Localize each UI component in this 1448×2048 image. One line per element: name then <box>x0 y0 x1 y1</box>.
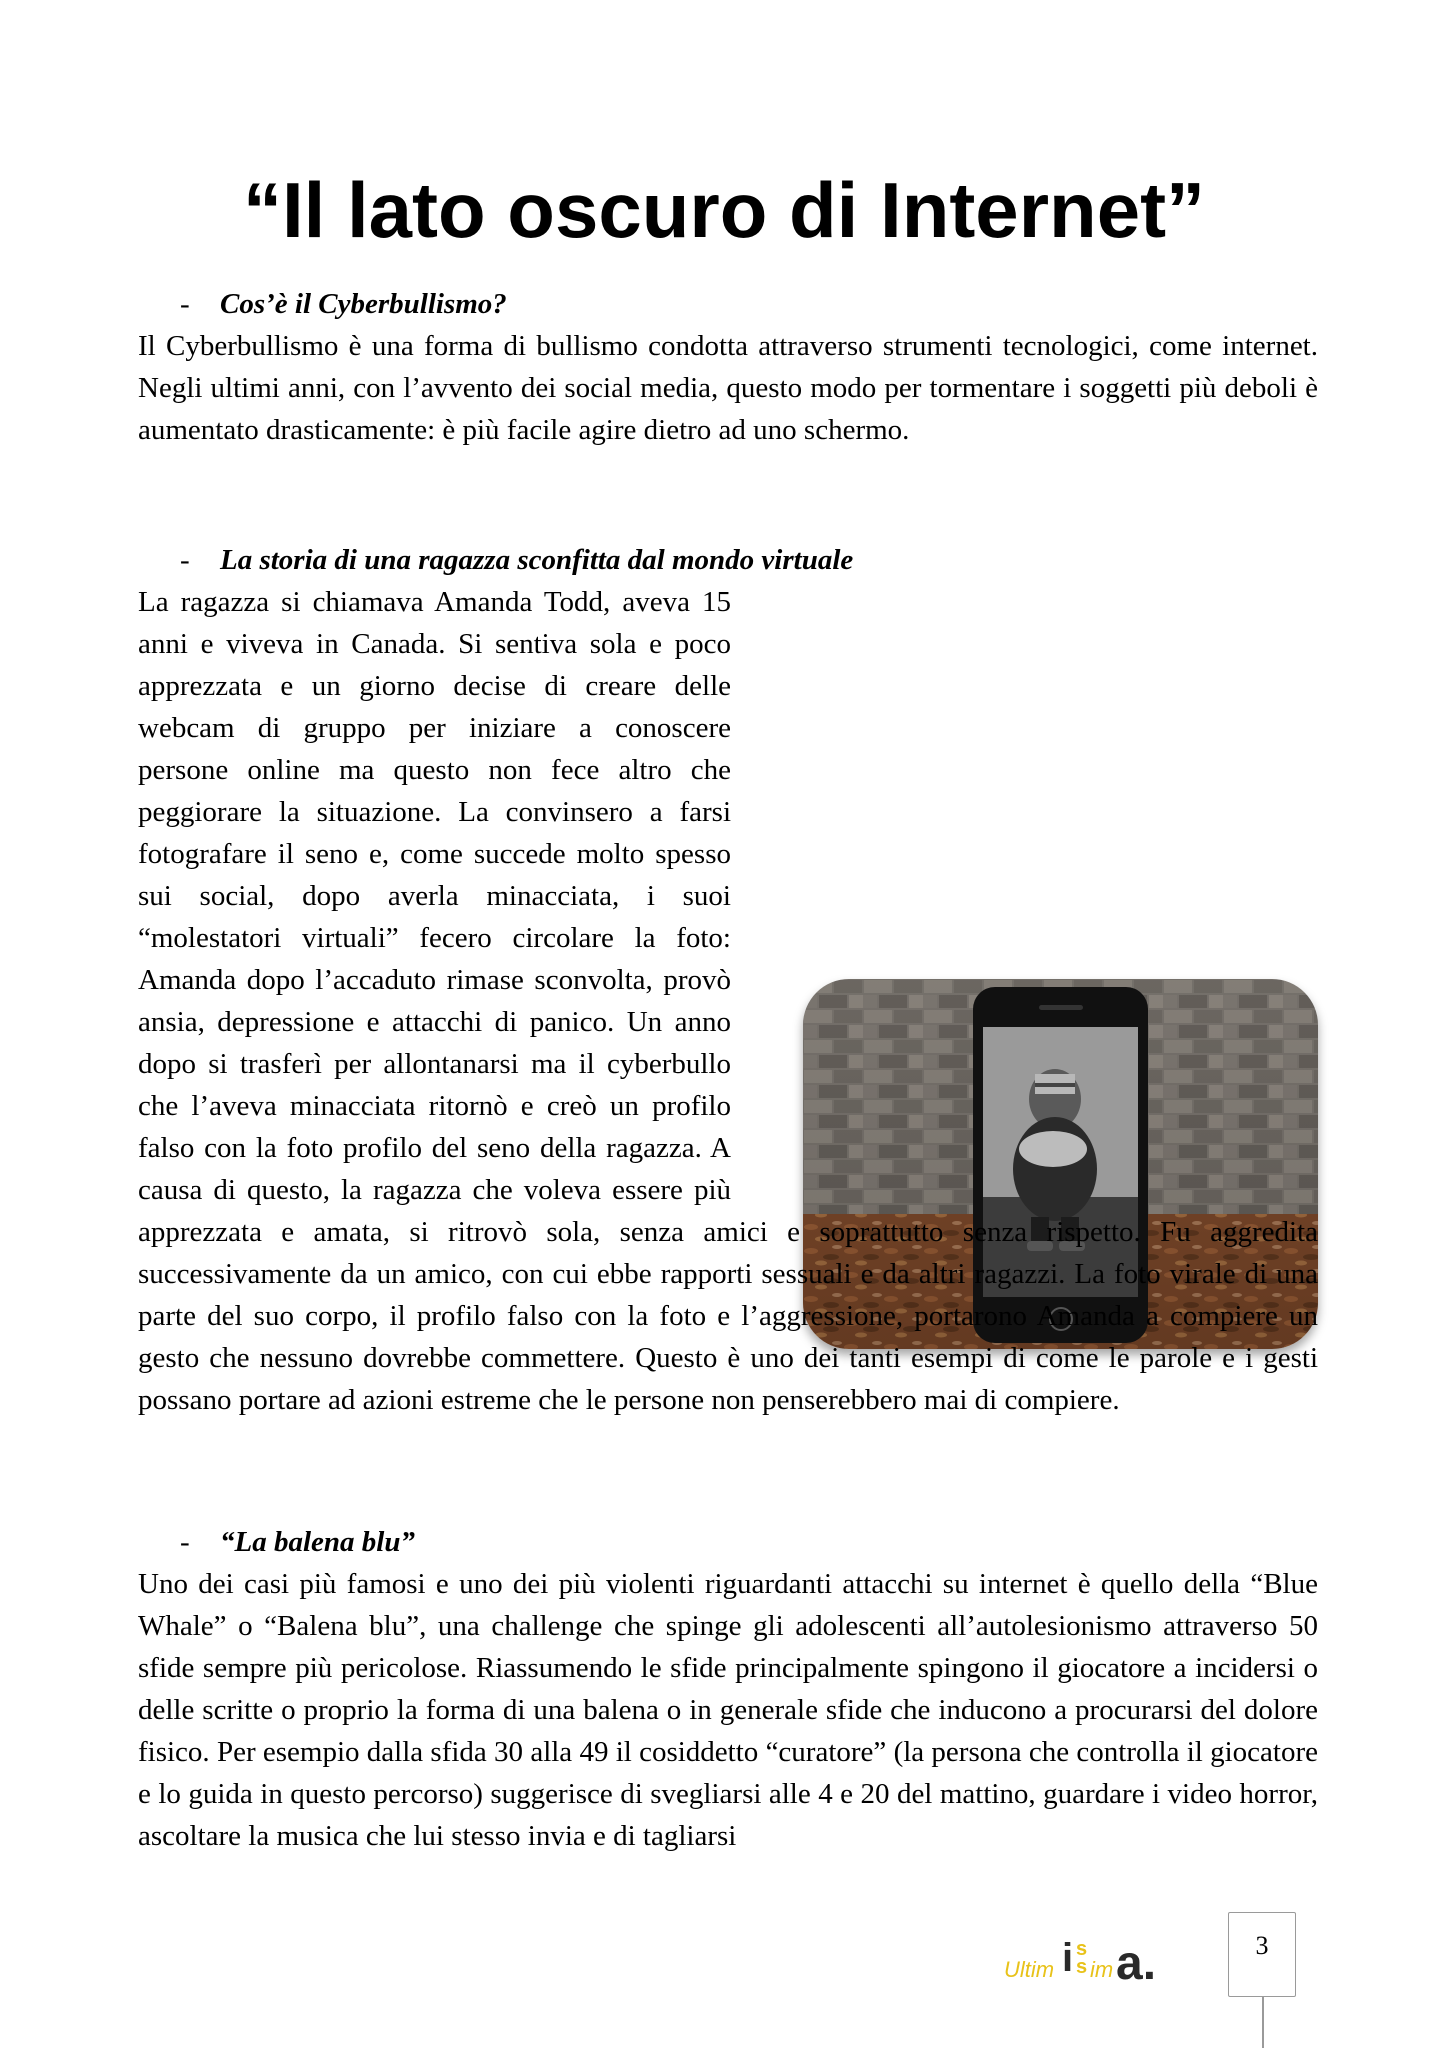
section-amanda-body-container <box>138 581 1318 1421</box>
heading-dash: - <box>180 544 190 576</box>
logo-text-im: im <box>1090 1957 1114 1982</box>
section-balena-blu <box>138 1521 1318 1857</box>
heading-text: Cos’è il Cyberbullismo? <box>220 288 507 320</box>
section-body: Il Cyberbullismo è una forma di bullismo condotta attraverso strumenti tecnologici, come internet. Negli ultimi anni, con l’avvento dei social media, questo modo per tormentare i soggetti più deboli è aumentato drasticamente: è più facile agire dietro ad uno schermo. <box>138 330 1318 446</box>
logo-text-a: a. <box>1116 1937 1157 1990</box>
page-number-box <box>1228 1912 1296 1997</box>
section-amanda-todd <box>138 539 1318 581</box>
heading-text: La storia di una ragazza sconfitta dal mondo virtuale <box>220 544 854 576</box>
section-body: La ragazza si chiamava Amanda Todd, aveva 15 anni e viveva in Canada. Si sentiva sola e poco apprezzata e un giorno decise di creare delle webcam di gruppo per iniziare a conoscere persone online ma questo non fece altro che peggiorare la situazione. La convinsero a farsi fotografare il seno e, come succede molto spesso sui social, dopo averla minacciata, i suoi “molestatori virtuali” fecero circolare la foto: Amanda dopo l’accaduto rimase sconvolta, provò ansia, depressione e attacchi di panico. Un anno dopo si trasferì per allontanarsi ma il cyberbullo che l’aveva minacciata ritornò e creò un profilo falso con la foto profilo del seno della ragazza. A causa di questo, la ragazza che voleva essere più apprezzata e amata, si ritrovò sola, senza amici e soprattutto senza rispetto. Fu aggredita successivamente da un amico, con cui ebbe rapporti sessuali e da altri ragazzi. La foto virale di una parte del suo corpo, il profilo falso con la foto e l’aggressione, portarono Amanda a compiere un gesto che nessuno dovrebbe commettere. Questo è uno dei tanti esempi di come le parole e i gesti possano portare ad azioni estreme che le persone non penserebbero mai di compiere. <box>138 586 1318 1416</box>
logo-text-ultim: Ultim <box>1004 1957 1055 1982</box>
logo-text-s1: s <box>1076 1938 1088 1960</box>
page-number-connector <box>1262 1997 1264 2048</box>
heading-dash: - <box>180 288 190 320</box>
heading-text: “La balena blu” <box>220 1526 415 1558</box>
heading-dash: - <box>180 1526 190 1558</box>
logo-text-s2: s <box>1076 1956 1088 1978</box>
logo-text-i: i <box>1062 1936 1074 1980</box>
photo-float-reserve <box>751 795 1266 1167</box>
page-title: “Il lato oscuro di Internet” <box>242 166 1206 254</box>
ultimissima-logo <box>1000 1915 1190 1995</box>
section-heading <box>138 539 1318 581</box>
page-number: 3 <box>1255 1931 1269 1960</box>
logo-graphic <box>1000 1915 1190 1995</box>
section-body: Uno dei casi più famosi e uno dei più violenti riguardanti attacchi su internet è quello della “Blue Whale” o “Balena blu”, una challenge che spinge gli adolescenti all’autolesionismo attraverso 50 sfide sempre più pericolose. Riassumendo le sfide principalmente spingono il giocatore a incidersi o delle scritte o proprio la forma di una balena o in generale sfide che inducono a procurarsi del dolore fisico. Per esempio dalla sfida 30 alla 49 il cosiddetto “curatore” (la persona che controlla il giocatore e lo guida in questo percorso) suggerisce di svegliarsi alle 4 e 20 del mattino, guardare i video horror, ascoltare la musica che lui stesso invia e di tagliarsi <box>138 1568 1318 1852</box>
section-cyberbullismo <box>138 283 1318 451</box>
section-heading <box>138 283 1318 325</box>
section-heading <box>138 1521 1318 1563</box>
